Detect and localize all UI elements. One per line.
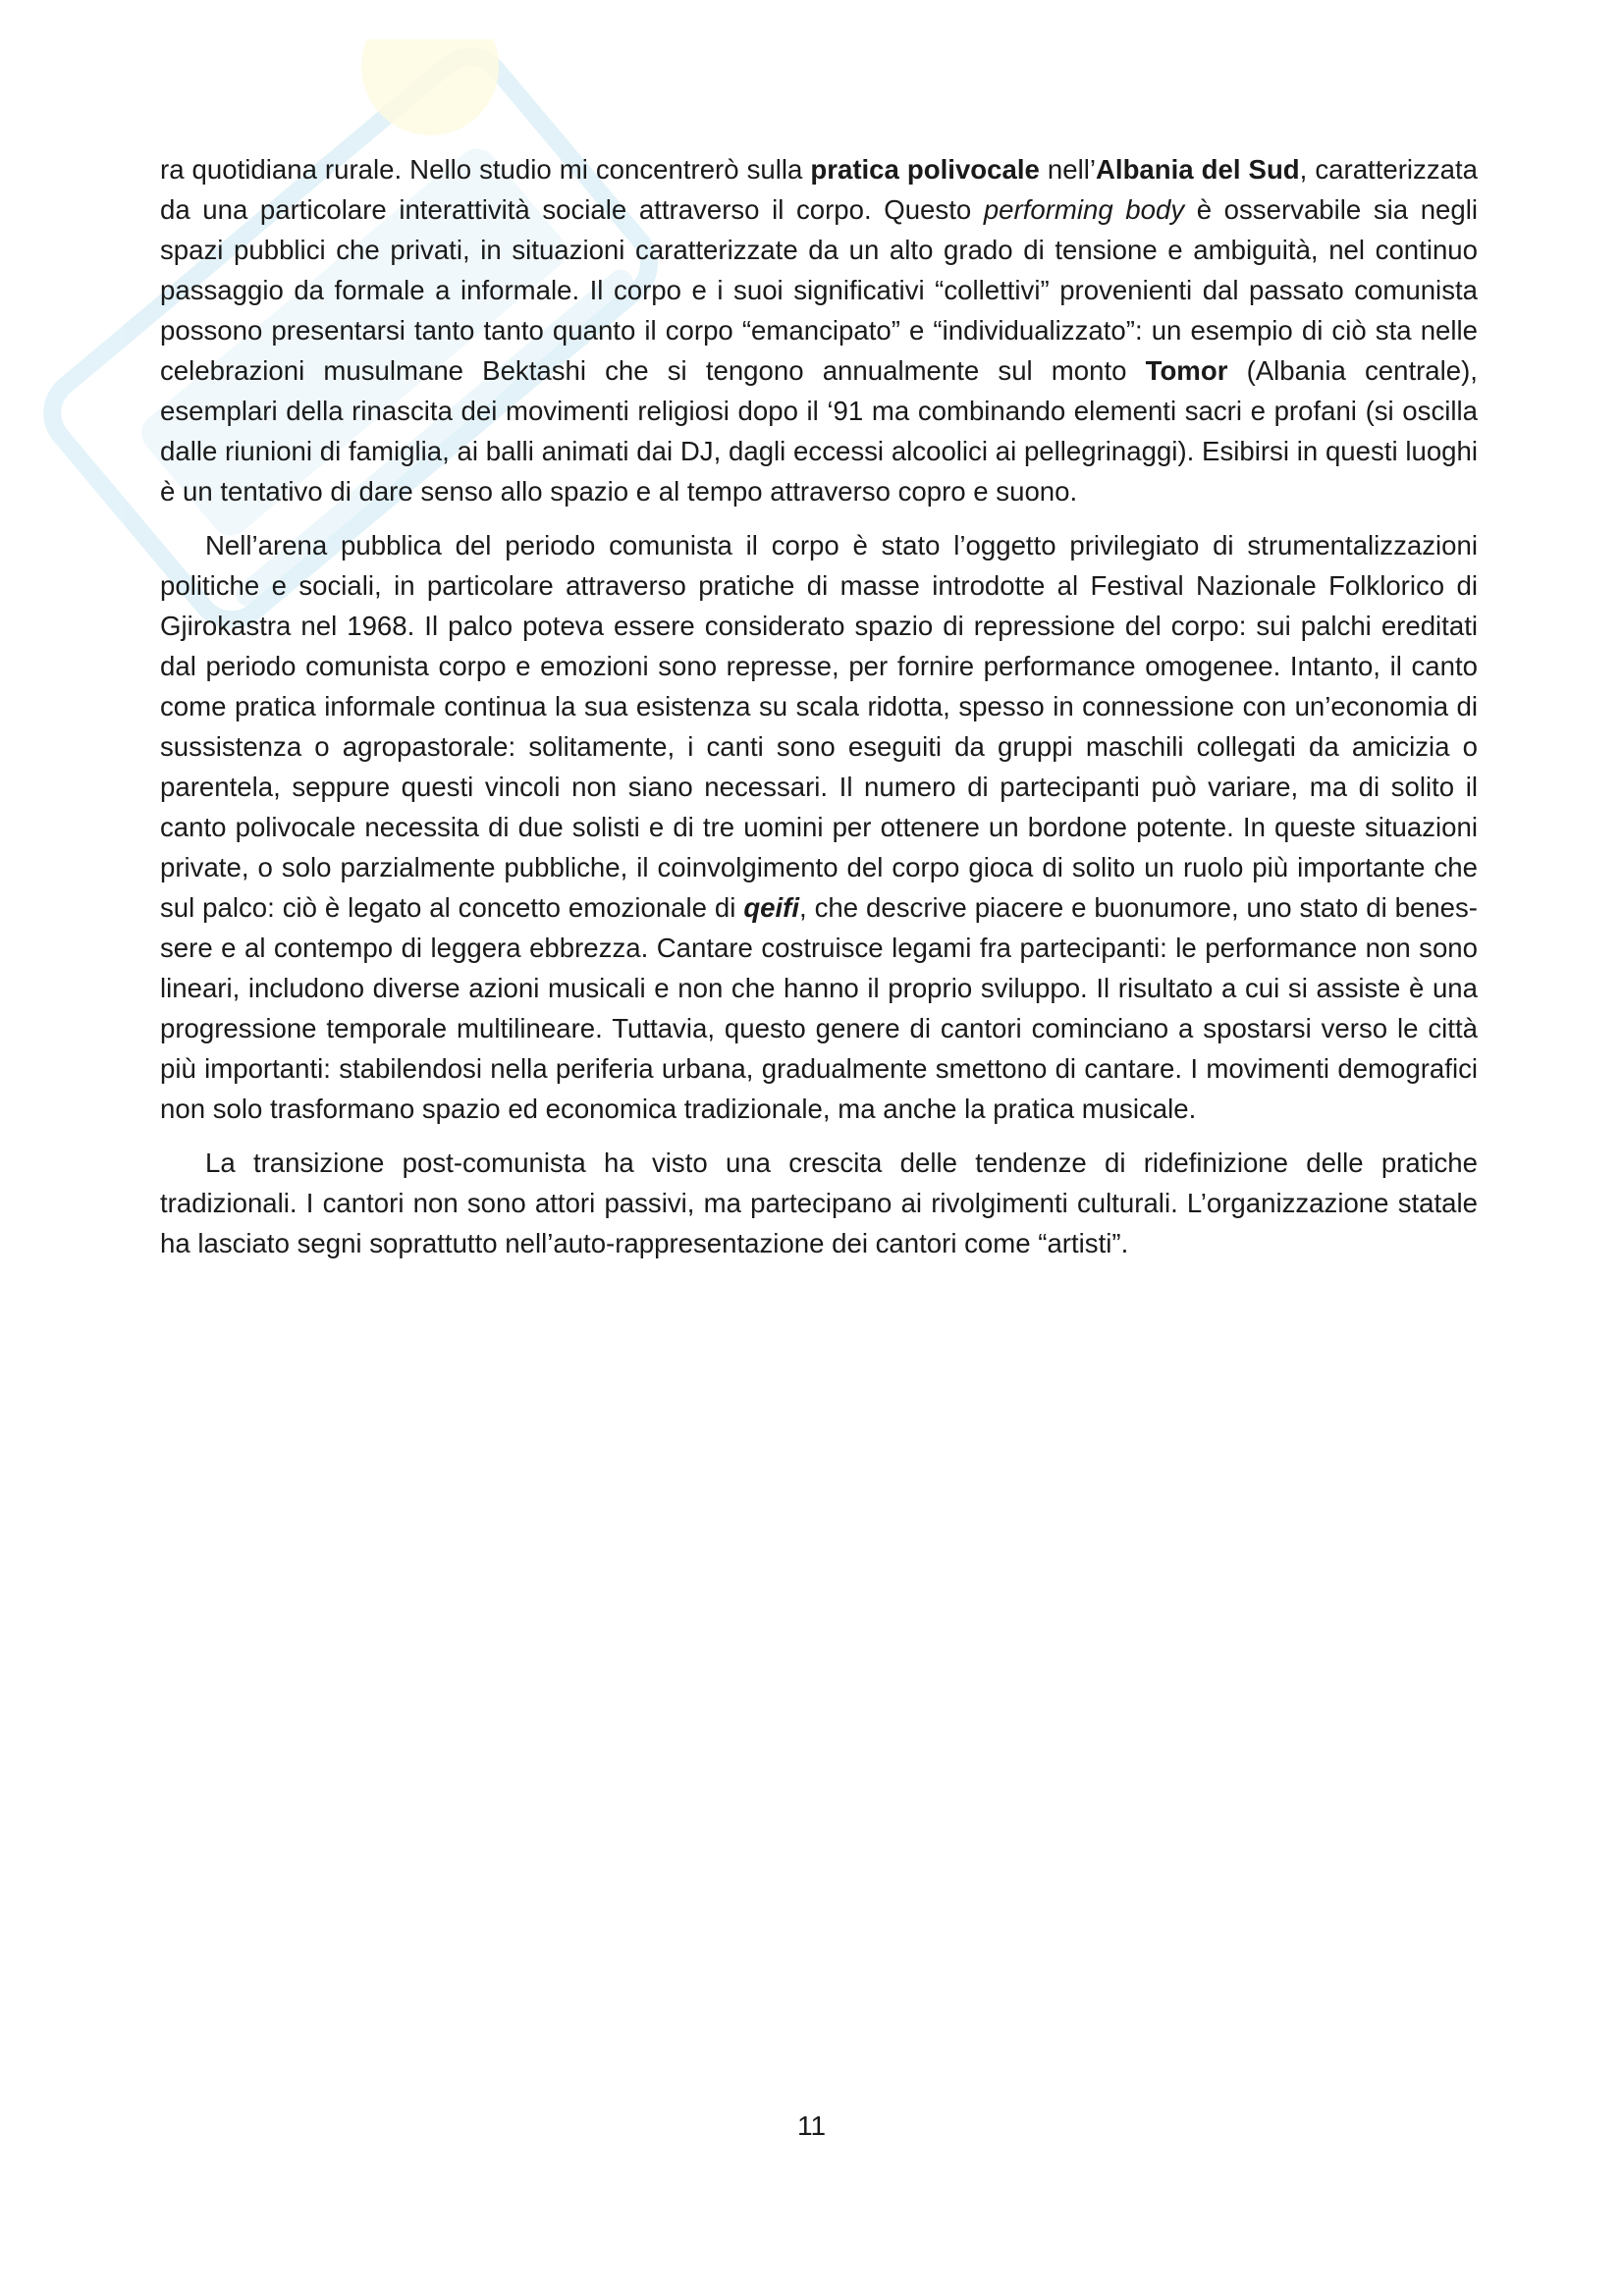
bold-term: qeifi (743, 892, 800, 923)
text-run: è osservabile sia negli spazi pubblici che privati, in situazioni caratterizzate da un alto grado di tensione e ambiguità, nel continuo passaggio da formale a informale. Il corpo e i suoi significativi “collettivi” provenienti dal passato comunista possono presentarsi tanto tanto quanto il corpo “emancipato” e “individualizzato”: un esempio di ciò sta nelle celebrazioni musulmane Bektashi che si tengono annualmente sul monto (160, 194, 1478, 386)
text-run: La transizione post-comunista ha visto una crescita delle tendenze di ridefinizione delle pratiche tradizionali. I cantori non sono attori passivi, ma partecipano ai rivolgimenti culturali. L’organizzazione statale ha lasciato segni soprattutto nell’auto-rappresentazione dei cantori come “artisti”. (160, 1148, 1478, 1258)
text-run: nell’ (1039, 154, 1096, 185)
bold-term: pratica polivocale (810, 154, 1040, 185)
paragraph (160, 1143, 1478, 1263)
italic-term (743, 892, 799, 923)
text-run: (Albania centrale), esemplari della rinascita dei movimenti religiosi dopo il ‘91 ma combinando elementi sacri e profani (si oscilla dalle riunioni di famiglia, ai balli animati dai DJ, dagli eccessi alcoolici ai pellegrinaggi). Esibirsi in questi luoghi è un tentativo di dare senso allo spazio e al tempo attraverso copro e suono. (160, 355, 1478, 507)
text-run: ra quotidiana rurale. Nello studio mi concentrerò sulla (160, 154, 811, 185)
page-number: 11 (796, 2110, 827, 2141)
bold-term: Tomor (1145, 355, 1228, 386)
bold-term: Albania del Sud (1095, 154, 1300, 185)
paragraph (160, 525, 1478, 1129)
paragraph (160, 149, 1478, 511)
italic-term: performing body (983, 194, 1185, 225)
text-run: , caratterizzata da una particolare interattività sociale attraverso il corpo. Questo (160, 154, 1478, 225)
text-run: Nell’arena pubblica del periodo comunista il corpo è stato l’oggetto privilegiato di strumentalizzazioni politiche e sociali, in particolare attraverso pratiche di masse introdotte al Festival Nazionale Folklorico di Gjirokastra nel 1968. Il palco poteva essere considerato spazio di repressione del corpo: sui palchi ereditati dal periodo comunista corpo e emozioni sono represse, per fornire performance omogenee. Intanto, il canto come pratica informale continua la sua esistenza su scala ridotta, spesso in connessione con un’economia di sussistenza o agropastorale: solitamente, i canti sono eseguiti da gruppi maschili collegati da amicizia o parentela, seppure questi vincoli non siano necessari. Il numero di partecipanti può variare, ma di solito il canto polivocale necessita di due solisti e di tre uomini per ottenere un bordone potente. In queste situazioni private, o solo parzialmente pubbliche, il coinvolgimento del corpo gioca di solito un ruolo più importante che sul palco: ciò è legato al concetto emozionale di (160, 530, 1478, 923)
text-run: , che descrive piacere e buonumore, uno stato di benessere e al contempo di leggera ebbrezza. Cantare costruisce legami fra partecipanti: le performance non sono lineari, includono diverse azioni musicali e non che hanno il proprio sviluppo. Il risultato a cui si assiste è una progressione temporale multilineare. Tuttavia, questo genere di cantori cominciano a spostarsi verso le città più importanti: stabilendosi nella periferia urbana, gradualmente smettono di cantare. I movimenti demografici non solo trasformano spazio ed economica tradizionale, ma anche la pratica musicale. (160, 892, 1478, 1124)
document-body (160, 149, 1478, 1277)
